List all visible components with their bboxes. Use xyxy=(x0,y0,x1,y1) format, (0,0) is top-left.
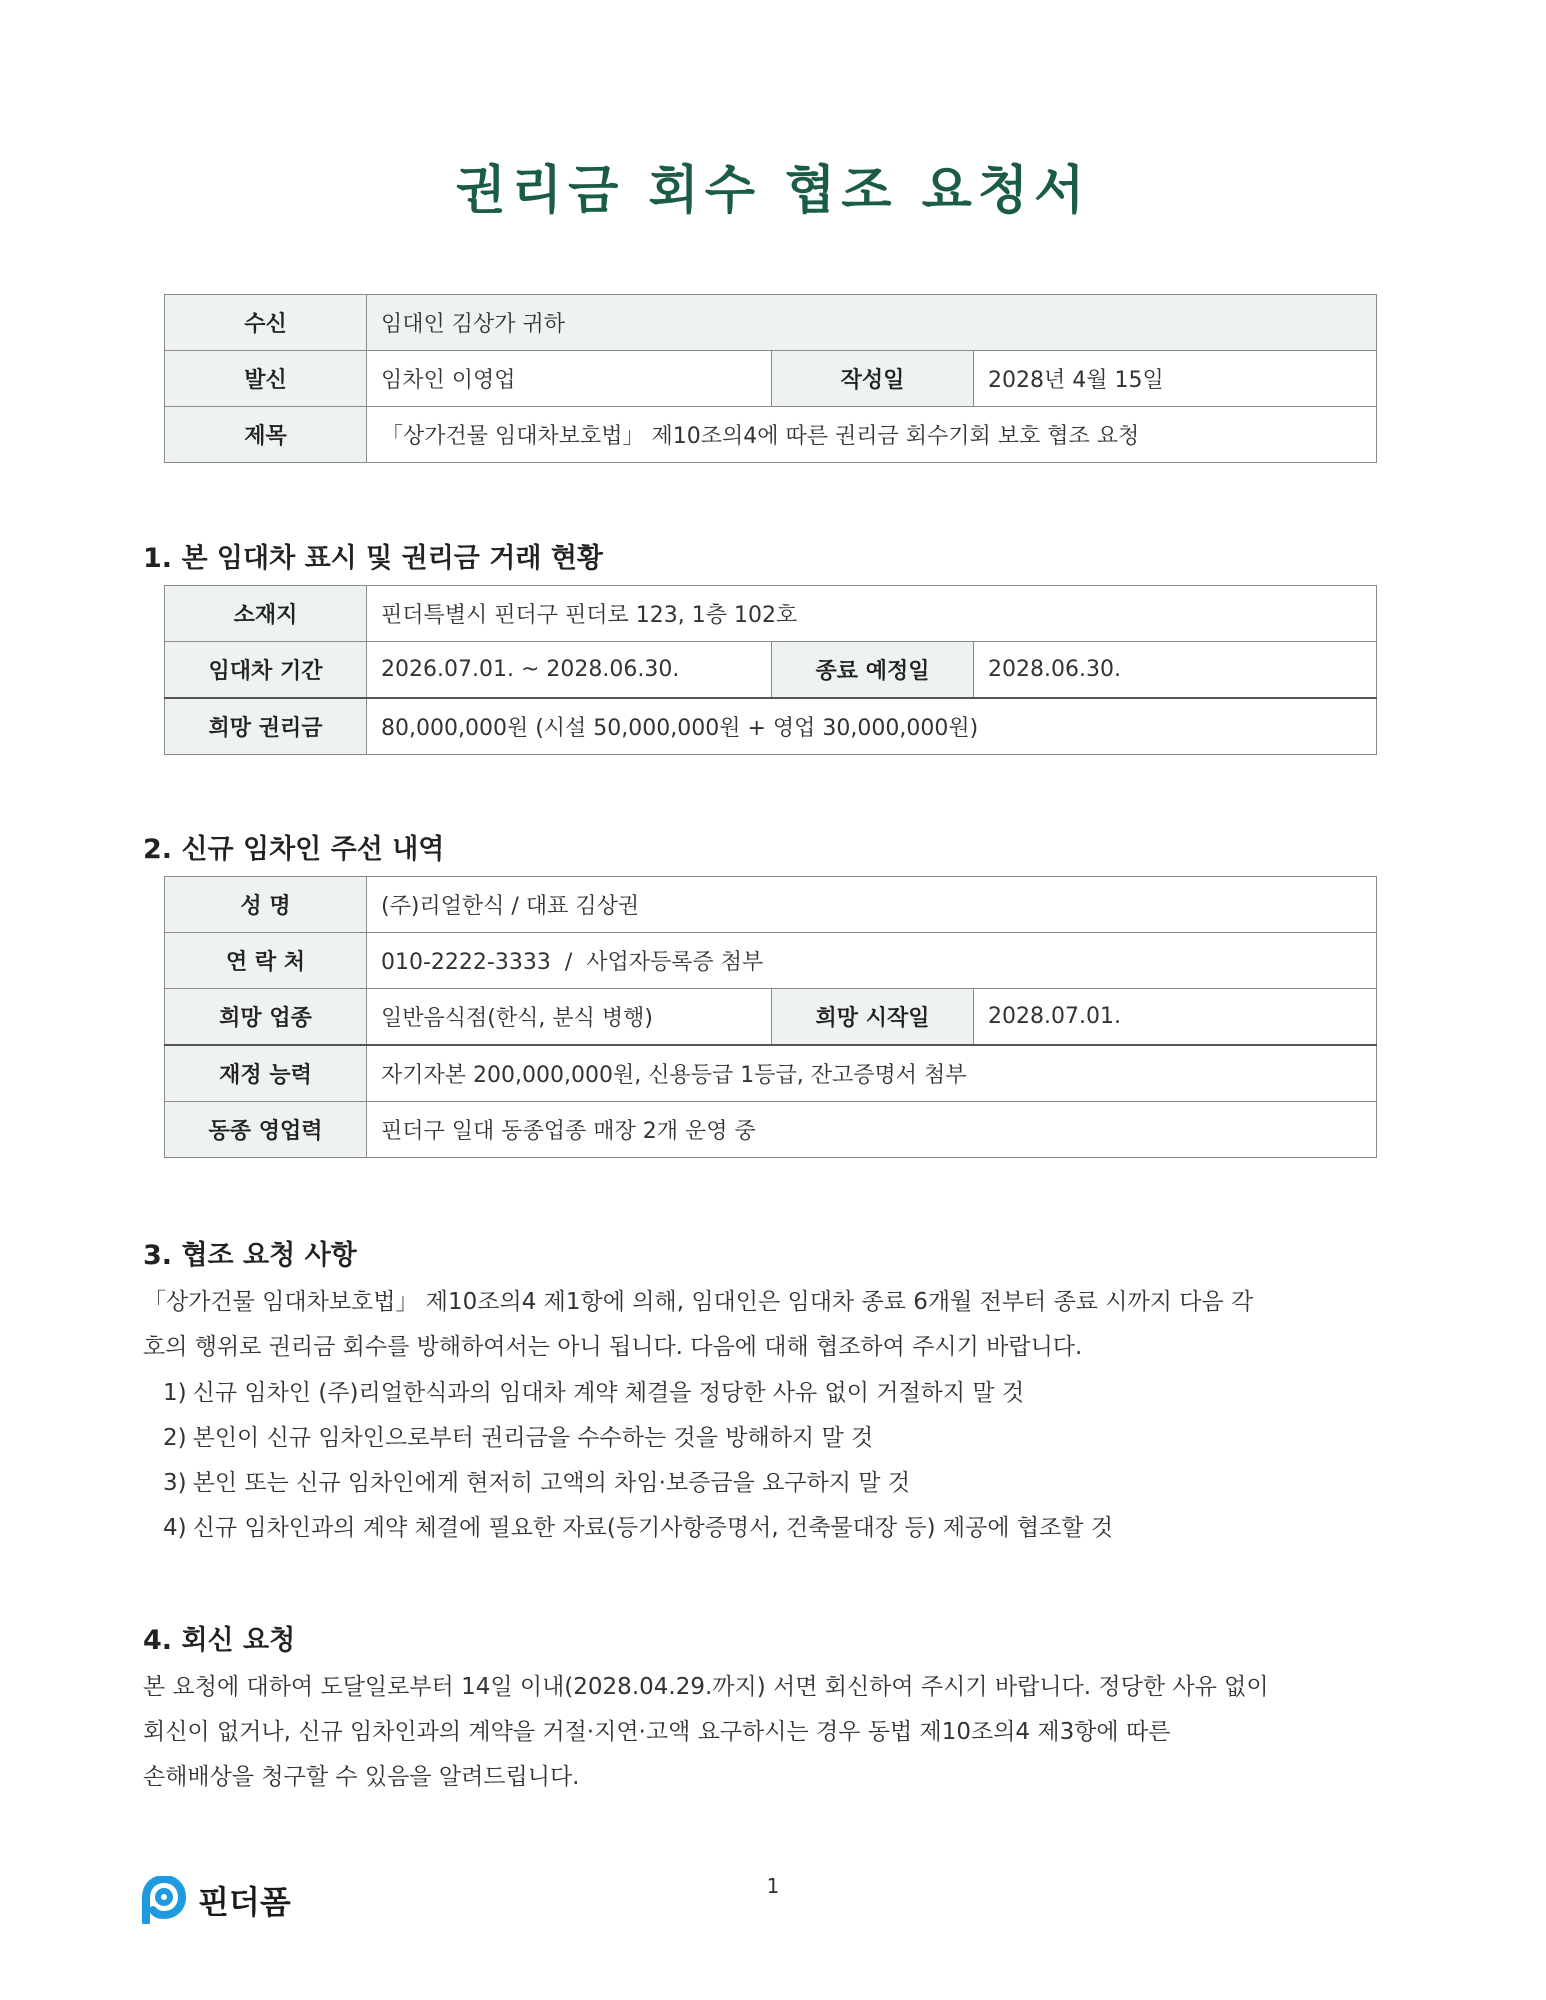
section4-heading: 4. 회신 요청 xyxy=(143,1625,296,1656)
recipient-label: 수신 xyxy=(165,295,367,351)
contact-value: 010-2222-3333 / 사업자등록증 첨부 xyxy=(367,933,1377,989)
header-table xyxy=(164,294,1377,463)
business-label: 희망 업종 xyxy=(165,989,367,1046)
start-date-value: 2028.07.01. xyxy=(974,989,1377,1046)
subject-row xyxy=(165,407,1377,463)
premium-value: 80,000,000원 (시설 50,000,000원 + 영업 30,000,000원) xyxy=(367,698,1377,755)
section3-intro-line1: 「상가건물 임대차보호법」 제10조의4 제1항에 의해, 임대인은 임대차 종료 6개월 전부터 종료 시까지 다음 각 xyxy=(143,1289,1254,1315)
list-item xyxy=(163,1416,1363,1461)
list-item-number: 2) xyxy=(163,1425,187,1451)
list-item xyxy=(163,1506,1363,1551)
request-list xyxy=(163,1371,1363,1551)
list-item-text: 본인 또는 신규 임차인에게 현저히 고액의 차임·보증금을 요구하지 말 것 xyxy=(192,1470,911,1496)
recipient-row xyxy=(165,295,1377,351)
section4-line2: 회신이 없거나, 신규 임차인과의 계약을 거절·지연·고액 요구하시는 경우 동법 제10조의4 제3항에 따른 xyxy=(143,1719,1171,1745)
experience-label: 동종 영업력 xyxy=(165,1102,367,1158)
end-date-value: 2028.06.30. xyxy=(974,642,1377,699)
section4-line1: 본 요청에 대하여 도달일로부터 14일 이내(2028.04.29.까지) 서면 회신하여 주시기 바랍니다. 정당한 사유 없이 xyxy=(143,1674,1269,1700)
list-item-number: 3) xyxy=(163,1470,187,1496)
location-label: 소재지 xyxy=(165,586,367,642)
section3-heading: 3. 협조 요청 사항 xyxy=(143,1240,357,1271)
period-value: 2026.07.01. ~ 2028.06.30. xyxy=(367,642,772,699)
sender-value: 임차인 이영업 xyxy=(367,351,772,407)
finance-row xyxy=(165,1045,1377,1102)
experience-row xyxy=(165,1102,1377,1158)
sender-row xyxy=(165,351,1377,407)
section2-heading: 2. 신규 임차인 주선 내역 xyxy=(143,834,445,865)
location-row xyxy=(165,586,1377,642)
subject-label: 제목 xyxy=(165,407,367,463)
business-row xyxy=(165,989,1377,1046)
premium-row xyxy=(165,698,1377,755)
recipient-value: 임대인 김상가 귀하 xyxy=(367,295,1377,351)
contact-row xyxy=(165,933,1377,989)
start-date-label: 희망 시작일 xyxy=(772,989,974,1046)
business-value: 일반음식점(한식, 분식 병행) xyxy=(367,989,772,1046)
lease-table xyxy=(164,585,1377,755)
list-item xyxy=(163,1371,1363,1416)
date-label: 작성일 xyxy=(772,351,974,407)
section4-body xyxy=(143,1665,1405,1800)
name-row xyxy=(165,877,1377,933)
location-value: 핀더특별시 핀더구 핀더로 123, 1층 102호 xyxy=(367,586,1377,642)
list-item-number: 1) xyxy=(163,1380,187,1406)
end-date-label: 종료 예정일 xyxy=(772,642,974,699)
name-value: (주)리얼한식 / 대표 김상권 xyxy=(367,877,1377,933)
name-label: 성 명 xyxy=(165,877,367,933)
list-item-number: 4) xyxy=(163,1515,187,1541)
list-item-text: 신규 임차인 (주)리얼한식과의 임대차 계약 체결을 정당한 사유 없이 거절하지 말 것 xyxy=(192,1380,1025,1406)
finance-value: 자기자본 200,000,000원, 신용등급 1등급, 잔고증명서 첨부 xyxy=(367,1045,1377,1102)
subject-value: 「상가건물 임대차보호법」 제10조의4에 따른 권리금 회수기회 보호 협조 요청 xyxy=(367,407,1377,463)
new-tenant-table xyxy=(164,876,1377,1158)
section1-heading: 1. 본 임대차 표시 및 권리금 거래 현황 xyxy=(143,543,603,574)
section3-intro xyxy=(143,1280,1405,1370)
list-item-text: 신규 임차인과의 계약 체결에 필요한 자료(등기사항증명서, 건축물대장 등) 제공에 협조할 것 xyxy=(192,1515,1114,1541)
section4-line3: 손해배상을 청구할 수 있음을 알려드립니다. xyxy=(143,1764,580,1790)
page-number: 1 xyxy=(766,1874,780,1898)
list-item-text: 본인이 신규 임차인으로부터 권리금을 수수하는 것을 방해하지 말 것 xyxy=(192,1425,874,1451)
contact-label: 연 락 처 xyxy=(165,933,367,989)
footer-brand: 핀더폼 xyxy=(198,1883,291,1921)
period-row xyxy=(165,642,1377,699)
date-value: 2028년 4월 15일 xyxy=(974,351,1377,407)
document-title: 권리금 회수 협조 요청서 xyxy=(455,161,1091,221)
premium-label: 희망 권리금 xyxy=(165,698,367,755)
list-item xyxy=(163,1461,1363,1506)
experience-value: 핀더구 일대 동종업종 매장 2개 운영 중 xyxy=(367,1102,1377,1158)
section3-intro-line2: 호의 행위로 권리금 회수를 방해하여서는 아니 됩니다. 다음에 대해 협조하여 주시기 바랍니다. xyxy=(143,1334,1083,1360)
sender-label: 발신 xyxy=(165,351,367,407)
finance-label: 재정 능력 xyxy=(165,1045,367,1102)
period-label: 임대차 기간 xyxy=(165,642,367,699)
